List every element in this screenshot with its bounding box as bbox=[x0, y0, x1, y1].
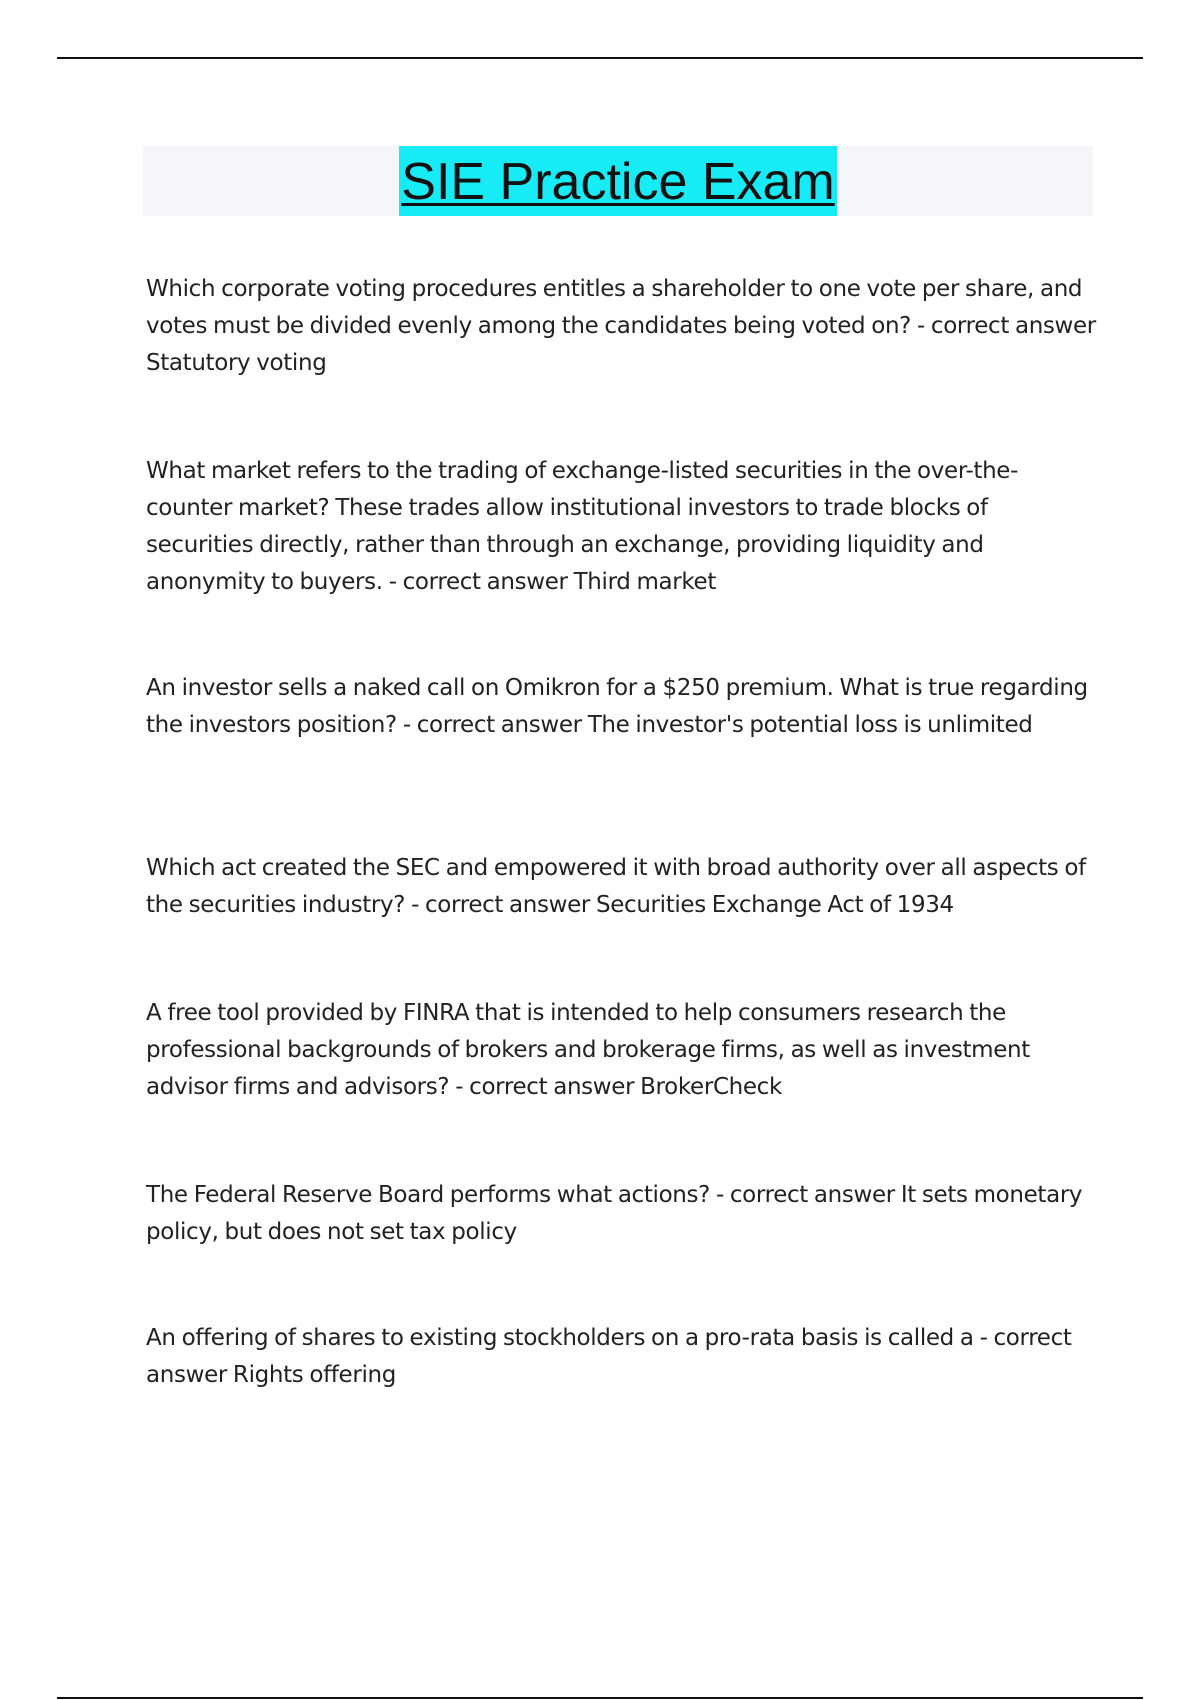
question-item-1: Which corporate voting procedures entitles a shareholder to one vote per share, and votes must be divided evenly among the candidates being voted on? - correct answer Statutory voting bbox=[146, 276, 1096, 376]
question-item-3: An investor sells a naked call on Omikron for a $250 premium. What is true regarding the investors position? - correct answer The investor's potential loss is unlimited bbox=[146, 675, 1088, 738]
question-list bbox=[146, 0, 1096, 1700]
question-item-4: Which act created the SEC and empowered it with broad authority over all aspects of the securities industry? - correct answer Securities Exchange Act of 1934 bbox=[146, 855, 1086, 918]
bottom-rule bbox=[57, 1697, 1143, 1699]
question-item-6: The Federal Reserve Board performs what actions? - correct answer It sets monetary policy, but does not set tax policy bbox=[146, 1182, 1083, 1245]
question-item-2: What market refers to the trading of exchange-listed securities in the over-the-counter market? These trades allow institutional investors to trade blocks of securities directly, rather than through an exchange, providing liquidity and anonymity to buyers. - correct answer Third market bbox=[146, 458, 1019, 595]
question-item-5: A free tool provided by FINRA that is intended to help consumers research the professional backgrounds of brokers and brokerage firms, as well as investment advisor firms and advisors? - correct answer BrokerCheck bbox=[146, 1000, 1030, 1100]
question-item-7: An offering of shares to existing stockholders on a pro-rata basis is called a - correct answer Rights offering bbox=[146, 1325, 1072, 1388]
page-title: SIE Practice Exam bbox=[399, 146, 836, 216]
